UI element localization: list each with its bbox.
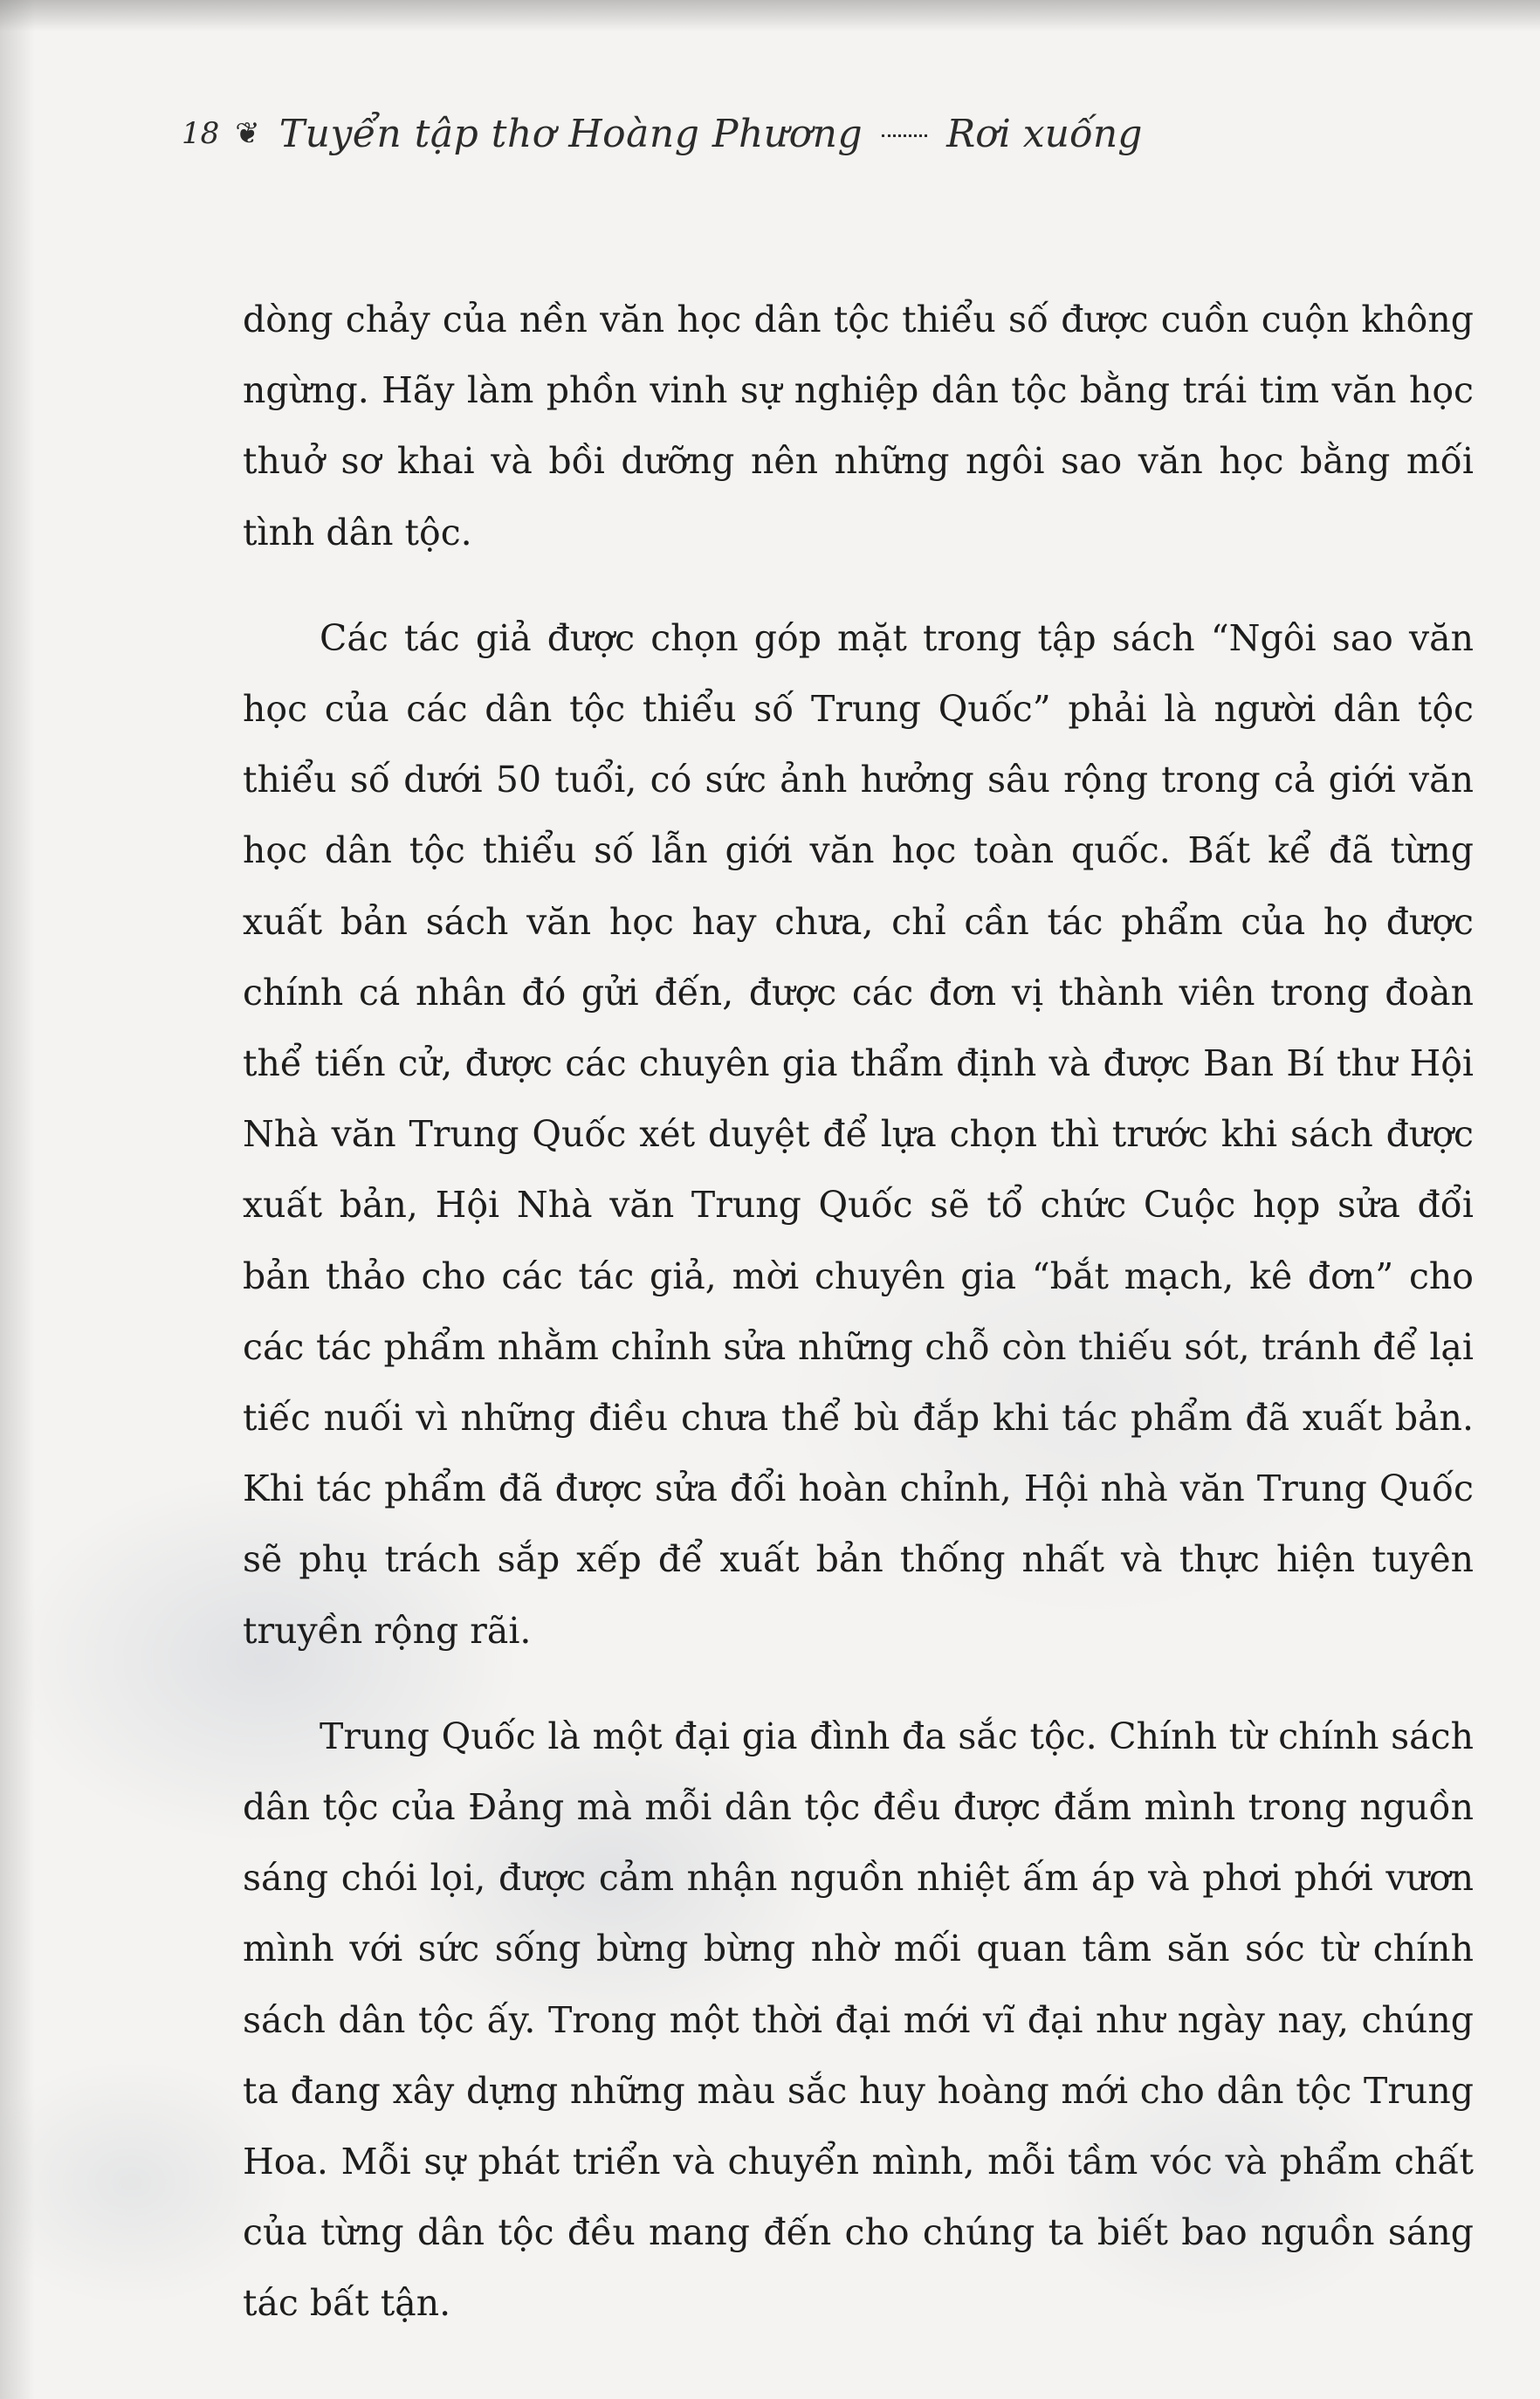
paragraph-authors-selection: Các tác giả được chọn góp mặt trong tập sách “Ngôi sao văn học của các dân tộc thiểu số Trung Quốc” phải là người dân tộc thiểu số dưới 50 tuổi, có sức ảnh hưởng sâu rộng trong cả giới văn học dân tộc thiểu số lẫn giới văn học toàn quốc. Bất kể đã từng xuất bản sách văn học hay chưa, chỉ cần tác phẩm của họ được chính cá nhân đó gửi đến, được các đơn vị thành viên trong đoàn thể tiến cử, được các chuyên gia thẩm định và được Ban Bí thư Hội Nhà văn Trung Quốc xét duyệt để lựa chọn thì trước khi sách được xuất bản, Hội Nhà văn Trung Quốc sẽ tổ chức Cuộc họp sửa đổi bản thảo cho các tác giả, mời chuyên gia “bắt mạch, kê đơn” cho các tác phẩm nhằm chỉnh sửa những chỗ còn thiếu sót, tránh để lại tiếc nuối vì những điều chưa thể bù đắp khi tác phẩm đã xuất bản. Khi tác phẩm đã được sửa đổi hoàn chỉnh, Hội nhà văn Trung Quốc sẽ phụ trách sắp xếp để xuất bản thống nhất và thực hiện tuyên truyền rộng rãi.	[243, 616, 1474, 1652]
book-title: Tuyển tập thơ Hoàng Phương	[278, 111, 863, 156]
paragraph-multiethnic-china: Trung Quốc là một đại gia đình đa sắc tộc. Chính từ chính sách dân tộc của Đảng mà mỗi dân tộc đều được đắm mình trong nguồn sáng chói lọi, được cảm nhận nguồn nhiệt ấm áp và phơi phới vươn mình với sức sống bừng bừng nhờ mối quan tâm săn sóc từ chính sách dân tộc ấy. Trong một thời đại mới vĩ đại như ngày nay, chúng ta đang xây dựng những màu sắc huy hoàng mới cho dân tộc Trung Hoa. Mỗi sự phát triển và chuyển mình, mỗi tầm vóc và phẩm chất của từng dân tộc đều mang đến cho chúng ta biết bao nguồn sáng tác bất tận.	[243, 1715, 1474, 2325]
page-top-shadow	[0, 0, 1540, 31]
body-text	[243, 285, 1474, 2340]
section-title: Rơi xuống	[946, 111, 1143, 156]
page-number: 18	[182, 116, 220, 151]
running-header	[182, 103, 1142, 164]
page-edge-shadow	[0, 0, 35, 2399]
dash-icon	[882, 134, 927, 141]
paragraph-continued: dòng chảy của nền văn học dân tộc thiểu số được cuồn cuộn không ngừng. Hãy làm phồn vinh sự nghiệp dân tộc bằng trái tim văn học thuở sơ khai và bồi dưỡng nên những ngôi sao văn học bằng mối tình dân tộc.	[243, 299, 1474, 553]
ornament-icon: ❦	[235, 116, 260, 151]
